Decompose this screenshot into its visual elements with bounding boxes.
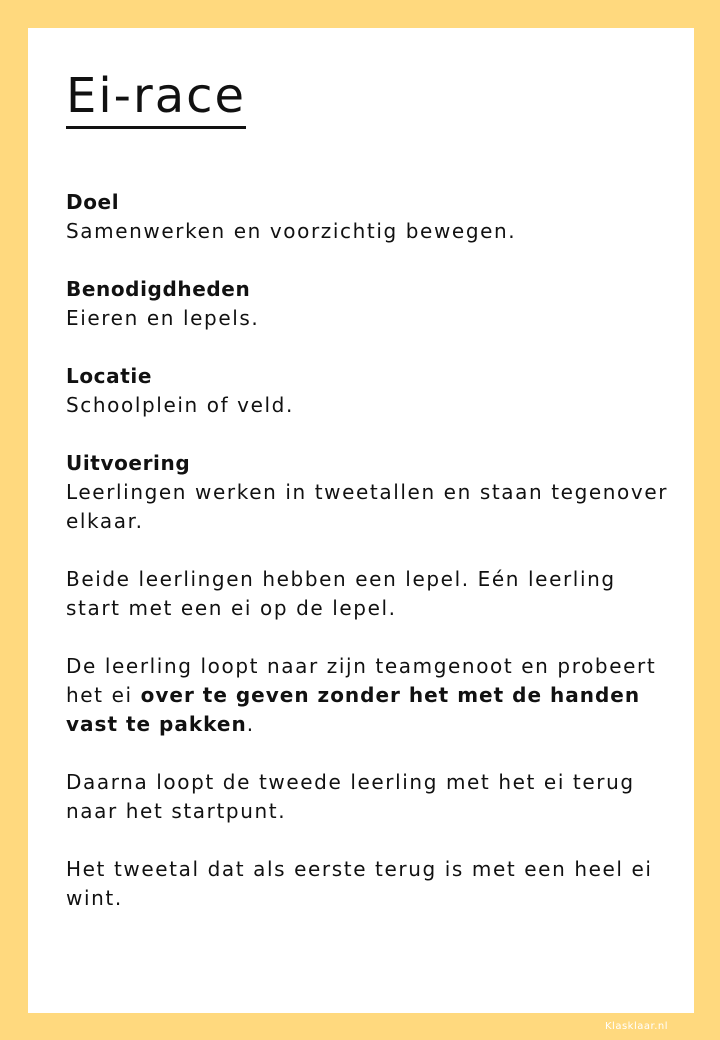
uitvoering-paragraph-3: [66, 652, 676, 739]
section-heading-doel: Doel: [66, 190, 120, 214]
section-heading-locatie: Locatie: [66, 364, 153, 388]
uitvoering-paragraph-4: Daarna loopt de tweede leerling met het ei terug naar het startpunt.: [66, 770, 635, 823]
section-locatie: [66, 362, 676, 420]
uitvoering-paragraph-1: Leerlingen werken in tweetallen en staan tegenover elkaar.: [66, 480, 669, 533]
uitvoering-paragraph-5: Het tweetal dat als eerste terug is met een heel ei wint.: [66, 857, 653, 910]
paragraph-3-start: De leerling loopt naar zijn teamgenoot en probeert het ei: [66, 654, 657, 707]
section-text-locatie: Schoolplein of veld.: [66, 393, 294, 417]
paragraph-3-emphasis: over te geven zonder het met de handen vast te pakken: [66, 683, 641, 736]
section-uitvoering: [66, 449, 676, 913]
section-text-benodigdheden: Eieren en lepels.: [66, 306, 260, 330]
page-title: Ei-race: [66, 66, 246, 129]
card-content: [66, 188, 676, 942]
footer-credit: Klasklaar.nl: [605, 1021, 668, 1032]
section-heading-benodigdheden: Benodigdheden: [66, 277, 251, 301]
section-doel: [66, 188, 676, 246]
section-text-doel: Samenwerken en voorzichtig bewegen.: [66, 219, 517, 243]
uitvoering-paragraph-2: Beide leerlingen hebben een lepel. Eén leerling start met een ei op de lepel.: [66, 567, 616, 620]
section-heading-uitvoering: Uitvoering: [66, 451, 191, 475]
instruction-card: [28, 28, 694, 1013]
section-benodigdheden: [66, 275, 676, 333]
paragraph-3-end: .: [246, 712, 255, 736]
